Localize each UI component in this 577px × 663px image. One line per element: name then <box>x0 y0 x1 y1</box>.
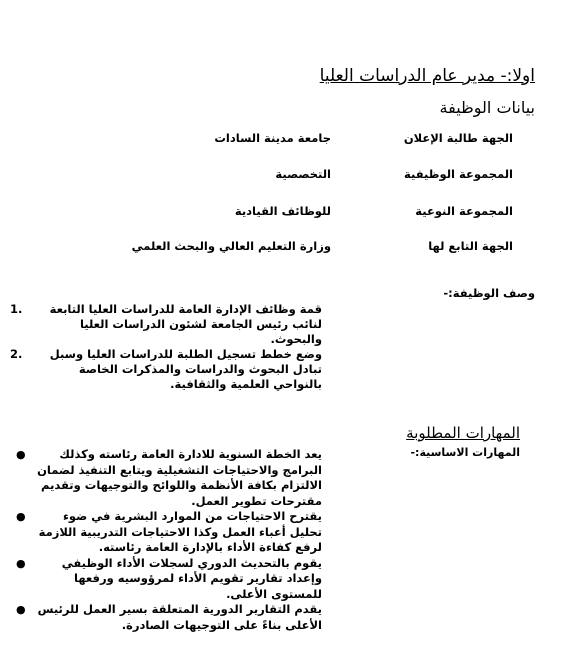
job-row-label: المجموعة النوعية <box>415 204 513 218</box>
item-text: يعد الخطة السنوية للادارة العامة رئاسته وكذلك البرامج والاحتياجات التشغيلية ويتابع التنفيذ لضمان الالتزام بكافة الأنظمة واللوائح والتوجيهات وتقديم مقترحات تطوير العمل. <box>37 447 322 508</box>
item-text: قمة وظائف الإدارة العامة للدراسات العليا التابعة لنائب رئيس الجامعة لشئون الدراسات العليا والبحوث. <box>49 302 322 346</box>
item-text: وضع خطط تسجيل الطلبة للدراسات العليا وسبل تبادل البحوث والدراسات والمذكرات الخاصة بالنواحي العلمية والثقافية. <box>49 347 322 391</box>
list-item <box>16 509 322 556</box>
skills-title: المهارات المطلوبة <box>406 424 520 442</box>
skills-subtitle: المهارات الاساسية:- <box>410 446 520 459</box>
job-row-value: للوظائف القيادية <box>234 204 331 218</box>
job-row-value: التخصصية <box>275 167 331 181</box>
bullet-icon: ● <box>16 556 26 570</box>
list-item <box>10 302 322 347</box>
item-text: يقوم بالتحديث الدوري لسجلات الأداء الوظيفي وإعداد تقارير تقويم الأداء لمرؤوسيه ورفعها للمستوى الأعلى. <box>61 555 322 601</box>
bullet-icon: ● <box>16 448 26 461</box>
list-item <box>16 555 322 603</box>
job-row-value: جامعة مدينة السادات <box>214 131 331 145</box>
job-row-label: الجهة التابع لها <box>428 239 513 253</box>
job-row <box>113 167 513 183</box>
job-row-label: المجموعة الوظيفية <box>404 167 513 181</box>
job-row <box>93 239 513 255</box>
job-description-title: وصف الوظيفة:- <box>443 286 535 300</box>
section-heading: اولا:- مدير عام الدراسات العليا <box>319 66 535 86</box>
bullet-icon: ● <box>16 510 26 523</box>
job-row <box>113 204 513 220</box>
bullet-icon: ● <box>16 603 26 616</box>
job-row <box>113 131 513 147</box>
job-description-list <box>10 302 322 392</box>
item-number: 1. <box>10 302 23 316</box>
list-item <box>16 447 322 509</box>
list-item <box>10 347 322 392</box>
skills-list <box>16 447 322 633</box>
item-text: يقترح الاحتياجات من الموارد البشرية في ضوء تحليل أعباء العمل وكذا الاحتياجات التدريبية اللازمة لرفع كفاءة الأداء بالإدارة العامة رئاسته. <box>38 509 322 554</box>
item-text: يقدم التقارير الدورية المتعلقة بسير العمل للرئيس الأعلى بناءً على التوجيهات الصادرة. <box>37 602 322 632</box>
job-data-subheading: بيانات الوظيفة <box>439 98 535 117</box>
item-number: 2. <box>10 347 23 361</box>
list-item <box>16 602 322 633</box>
job-row-label: الجهة طالبة الإعلان <box>403 131 513 145</box>
job-row-value: وزارة التعليم العالي والبحث العلمي <box>131 239 331 253</box>
